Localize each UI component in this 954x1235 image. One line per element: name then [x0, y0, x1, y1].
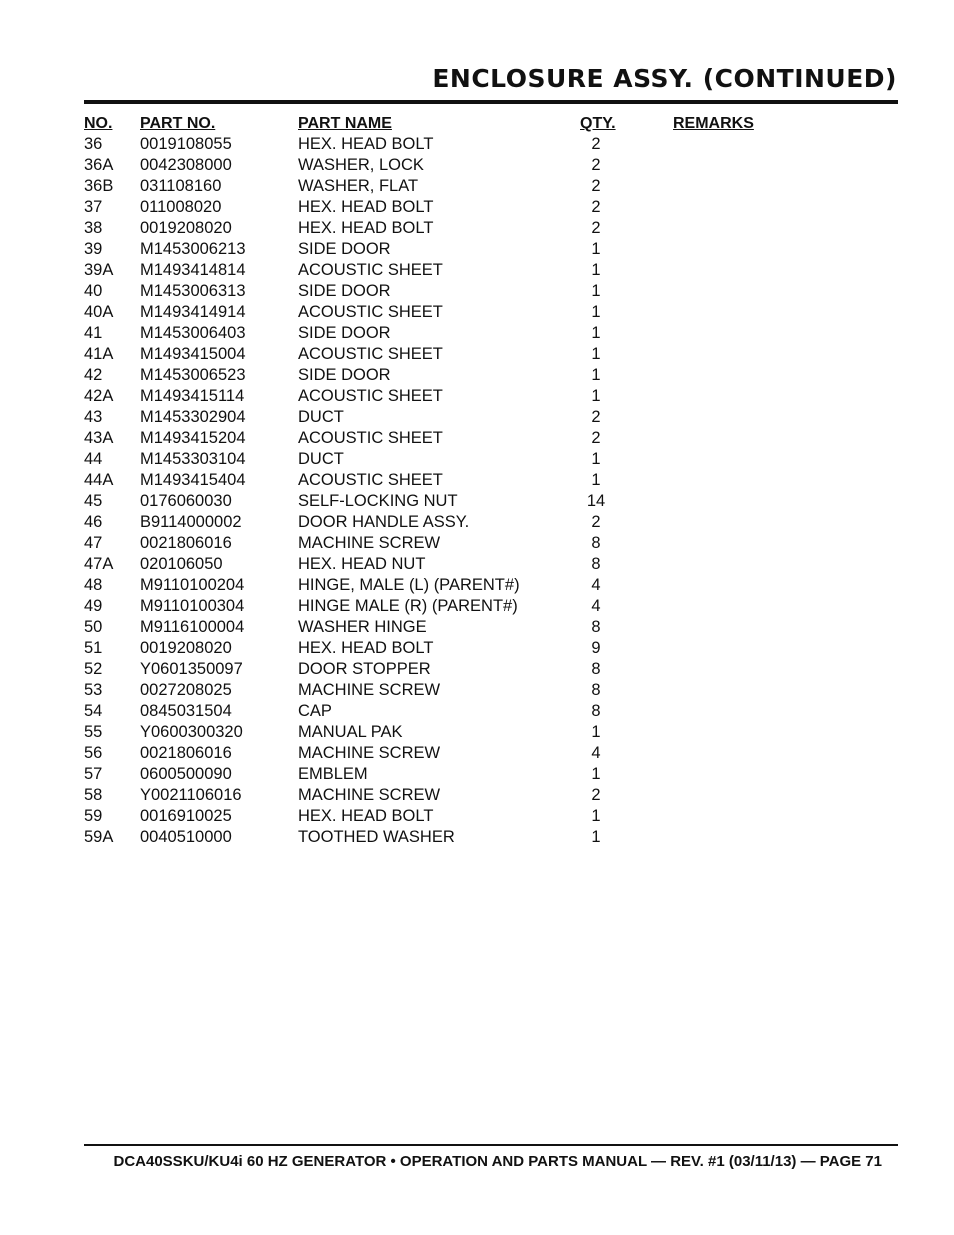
table-row [84, 596, 884, 617]
quantity: 1 [591, 807, 601, 825]
part-number: 0019208020 [140, 219, 232, 237]
item-number: 44 [84, 450, 103, 468]
item-number: 49 [84, 597, 103, 615]
table-row [84, 155, 884, 176]
quantity: 4 [591, 744, 601, 762]
item-number: 40A [84, 303, 114, 321]
part-number: 0019208020 [140, 639, 232, 657]
part-number: M1493415204 [140, 429, 246, 447]
table-row [84, 260, 884, 281]
quantity: 14 [586, 492, 606, 510]
part-number: 0021806016 [140, 534, 232, 552]
quantity: 8 [591, 534, 601, 552]
table-row [84, 239, 884, 260]
item-number: 54 [84, 702, 103, 720]
part-number: M1493414814 [140, 261, 246, 279]
item-number: 43 [84, 408, 103, 426]
table-row [84, 344, 884, 365]
part-number: Y0600300320 [140, 723, 243, 741]
quantity: 8 [591, 618, 601, 636]
part-name: SIDE DOOR [298, 366, 391, 384]
item-number: 48 [84, 576, 103, 594]
item-number: 42 [84, 366, 103, 384]
part-name: HEX. HEAD BOLT [298, 219, 434, 237]
table-row [84, 722, 884, 743]
part-name: HEX. HEAD BOLT [298, 198, 434, 216]
part-number: Y0601350097 [140, 660, 243, 678]
part-name: DUCT [298, 408, 344, 426]
part-number: M1453302904 [140, 408, 246, 426]
table-row [84, 197, 884, 218]
quantity: 1 [591, 282, 601, 300]
header-qty: QTY. [580, 115, 616, 132]
quantity: 8 [591, 660, 601, 678]
part-name: ACOUSTIC SHEET [298, 303, 443, 321]
table-row [84, 659, 884, 680]
table-row [84, 323, 884, 344]
part-number: 0600500090 [140, 765, 232, 783]
item-number: 57 [84, 765, 103, 783]
part-name: HINGE, MALE (L) (PARENT#) [298, 576, 520, 594]
table-row [84, 281, 884, 302]
quantity: 2 [591, 786, 601, 804]
item-number: 47A [84, 555, 114, 573]
part-number: M1453006213 [140, 240, 246, 258]
header-part-name: PART NAME [298, 115, 392, 132]
table-row [84, 701, 884, 722]
table-row [84, 407, 884, 428]
table-row [84, 617, 884, 638]
part-name: HEX. HEAD NUT [298, 555, 426, 573]
part-name: SIDE DOOR [298, 282, 391, 300]
quantity: 1 [591, 387, 601, 405]
part-number: 031108160 [140, 177, 222, 195]
table-row [84, 512, 884, 533]
quantity: 1 [591, 240, 601, 258]
part-name: ACOUSTIC SHEET [298, 471, 443, 489]
part-number: M1453006523 [140, 366, 246, 384]
table-row [84, 134, 884, 155]
table-row [84, 764, 884, 785]
quantity: 1 [591, 723, 601, 741]
part-name: MANUAL PAK [298, 723, 403, 741]
part-name: WASHER HINGE [298, 618, 427, 636]
part-number: 0040510000 [140, 828, 232, 846]
quantity: 1 [591, 450, 601, 468]
item-number: 37 [84, 198, 103, 216]
part-number: M9110100204 [140, 576, 245, 594]
part-name: SIDE DOOR [298, 324, 391, 342]
quantity: 1 [591, 345, 601, 363]
item-number: 53 [84, 681, 103, 699]
part-name: HEX. HEAD BOLT [298, 639, 434, 657]
table-row [84, 680, 884, 701]
part-number: 0021806016 [140, 744, 232, 762]
quantity: 2 [591, 219, 601, 237]
table-row [84, 218, 884, 239]
table-row [84, 428, 884, 449]
table-row [84, 386, 884, 407]
item-number: 45 [84, 492, 103, 510]
parts-table [84, 113, 884, 848]
item-number: 39 [84, 240, 103, 258]
part-name: MACHINE SCREW [298, 534, 441, 552]
part-number: 020106050 [140, 555, 223, 573]
part-name: ACOUSTIC SHEET [298, 429, 443, 447]
item-number: 46 [84, 513, 103, 531]
page-title: ENCLOSURE ASSY. (CONTINUED) [432, 64, 897, 93]
item-number: 59 [84, 807, 103, 825]
table-row [84, 176, 884, 197]
table-row [84, 533, 884, 554]
footer-divider [84, 1144, 898, 1146]
part-name: SIDE DOOR [298, 240, 391, 258]
part-name: EMBLEM [298, 765, 368, 783]
part-number: Y0021106016 [140, 786, 242, 804]
part-number: 0845031504 [140, 702, 232, 720]
part-name: TOOTHED WASHER [298, 828, 455, 846]
table-row [84, 470, 884, 491]
page-footer: DCA40SSKU/KU4i 60 HZ GENERATOR • OPERATION AND PARTS MANUAL — REV. #1 (03/11/13) — PAGE 71 [113, 1153, 882, 1170]
quantity: 2 [591, 156, 601, 174]
part-name: WASHER, LOCK [298, 156, 424, 174]
part-number: 0016910025 [140, 807, 232, 825]
header-part-no: PART NO. [140, 115, 216, 132]
item-number: 36B [84, 177, 114, 195]
part-name: HEX. HEAD BOLT [298, 135, 434, 153]
quantity: 1 [591, 471, 601, 489]
quantity: 4 [591, 576, 601, 594]
quantity: 2 [591, 135, 601, 153]
quantity: 4 [591, 597, 601, 615]
quantity: 1 [591, 765, 601, 783]
part-number: 0019108055 [140, 135, 232, 153]
part-name: CAP [298, 702, 332, 720]
part-number: M1493415114 [140, 387, 245, 405]
part-number: 0027208025 [140, 681, 232, 699]
item-number: 36A [84, 156, 114, 174]
quantity: 9 [591, 639, 601, 657]
part-name: ACOUSTIC SHEET [298, 387, 443, 405]
item-number: 59A [84, 828, 114, 846]
quantity: 2 [591, 513, 601, 531]
table-row [84, 449, 884, 470]
header-remarks: REMARKS [673, 115, 754, 132]
table-header-row [84, 113, 884, 134]
part-number: 0176060030 [140, 492, 232, 510]
table-row [84, 806, 884, 827]
quantity: 1 [591, 261, 601, 279]
part-name: MACHINE SCREW [298, 744, 441, 762]
part-name: MACHINE SCREW [298, 786, 441, 804]
item-number: 42A [84, 387, 114, 405]
part-name: DUCT [298, 450, 344, 468]
part-number: M9116100004 [140, 618, 245, 636]
part-name: SELF-LOCKING NUT [298, 492, 458, 510]
table-row [84, 638, 884, 659]
part-number: 011008020 [140, 198, 222, 216]
item-number: 36 [84, 135, 103, 153]
quantity: 8 [591, 555, 601, 573]
quantity: 2 [591, 198, 601, 216]
quantity: 8 [591, 681, 601, 699]
quantity: 1 [591, 828, 601, 846]
item-number: 39A [84, 261, 114, 279]
item-number: 44A [84, 471, 114, 489]
item-number: 40 [84, 282, 103, 300]
item-number: 50 [84, 618, 103, 636]
table-row [84, 743, 884, 764]
title-divider [84, 100, 898, 104]
table-row [84, 785, 884, 806]
part-name: DOOR HANDLE ASSY. [298, 513, 470, 531]
part-number: 0042308000 [140, 156, 232, 174]
part-number: M1493414914 [140, 303, 246, 321]
part-name: HEX. HEAD BOLT [298, 807, 434, 825]
part-number: M1493415404 [140, 471, 246, 489]
item-number: 52 [84, 660, 103, 678]
part-number: B9114000002 [140, 513, 242, 531]
quantity: 1 [591, 324, 601, 342]
item-number: 41 [84, 324, 103, 342]
part-number: M1493415004 [140, 345, 246, 363]
table-row [84, 491, 884, 512]
item-number: 56 [84, 744, 103, 762]
part-name: ACOUSTIC SHEET [298, 261, 443, 279]
part-name: MACHINE SCREW [298, 681, 441, 699]
quantity: 8 [591, 702, 601, 720]
part-number: M9110100304 [140, 597, 245, 615]
quantity: 1 [591, 303, 601, 321]
header-no: NO. [84, 115, 113, 132]
table-row [84, 302, 884, 323]
quantity: 2 [591, 429, 601, 447]
item-number: 43A [84, 429, 114, 447]
part-number: M1453006313 [140, 282, 246, 300]
part-number: M1453303104 [140, 450, 246, 468]
item-number: 55 [84, 723, 103, 741]
quantity: 1 [591, 366, 601, 384]
item-number: 38 [84, 219, 103, 237]
part-name: HINGE MALE (R) (PARENT#) [298, 597, 518, 615]
quantity: 2 [591, 408, 601, 426]
part-number: M1453006403 [140, 324, 246, 342]
table-row [84, 575, 884, 596]
part-name: WASHER, FLAT [298, 177, 419, 195]
table-row [84, 827, 884, 848]
quantity: 2 [591, 177, 601, 195]
item-number: 58 [84, 786, 103, 804]
table-row [84, 554, 884, 575]
item-number: 41A [84, 345, 114, 363]
table-row [84, 365, 884, 386]
item-number: 51 [84, 639, 103, 657]
part-name: DOOR STOPPER [298, 660, 431, 678]
item-number: 47 [84, 534, 103, 552]
part-name: ACOUSTIC SHEET [298, 345, 443, 363]
